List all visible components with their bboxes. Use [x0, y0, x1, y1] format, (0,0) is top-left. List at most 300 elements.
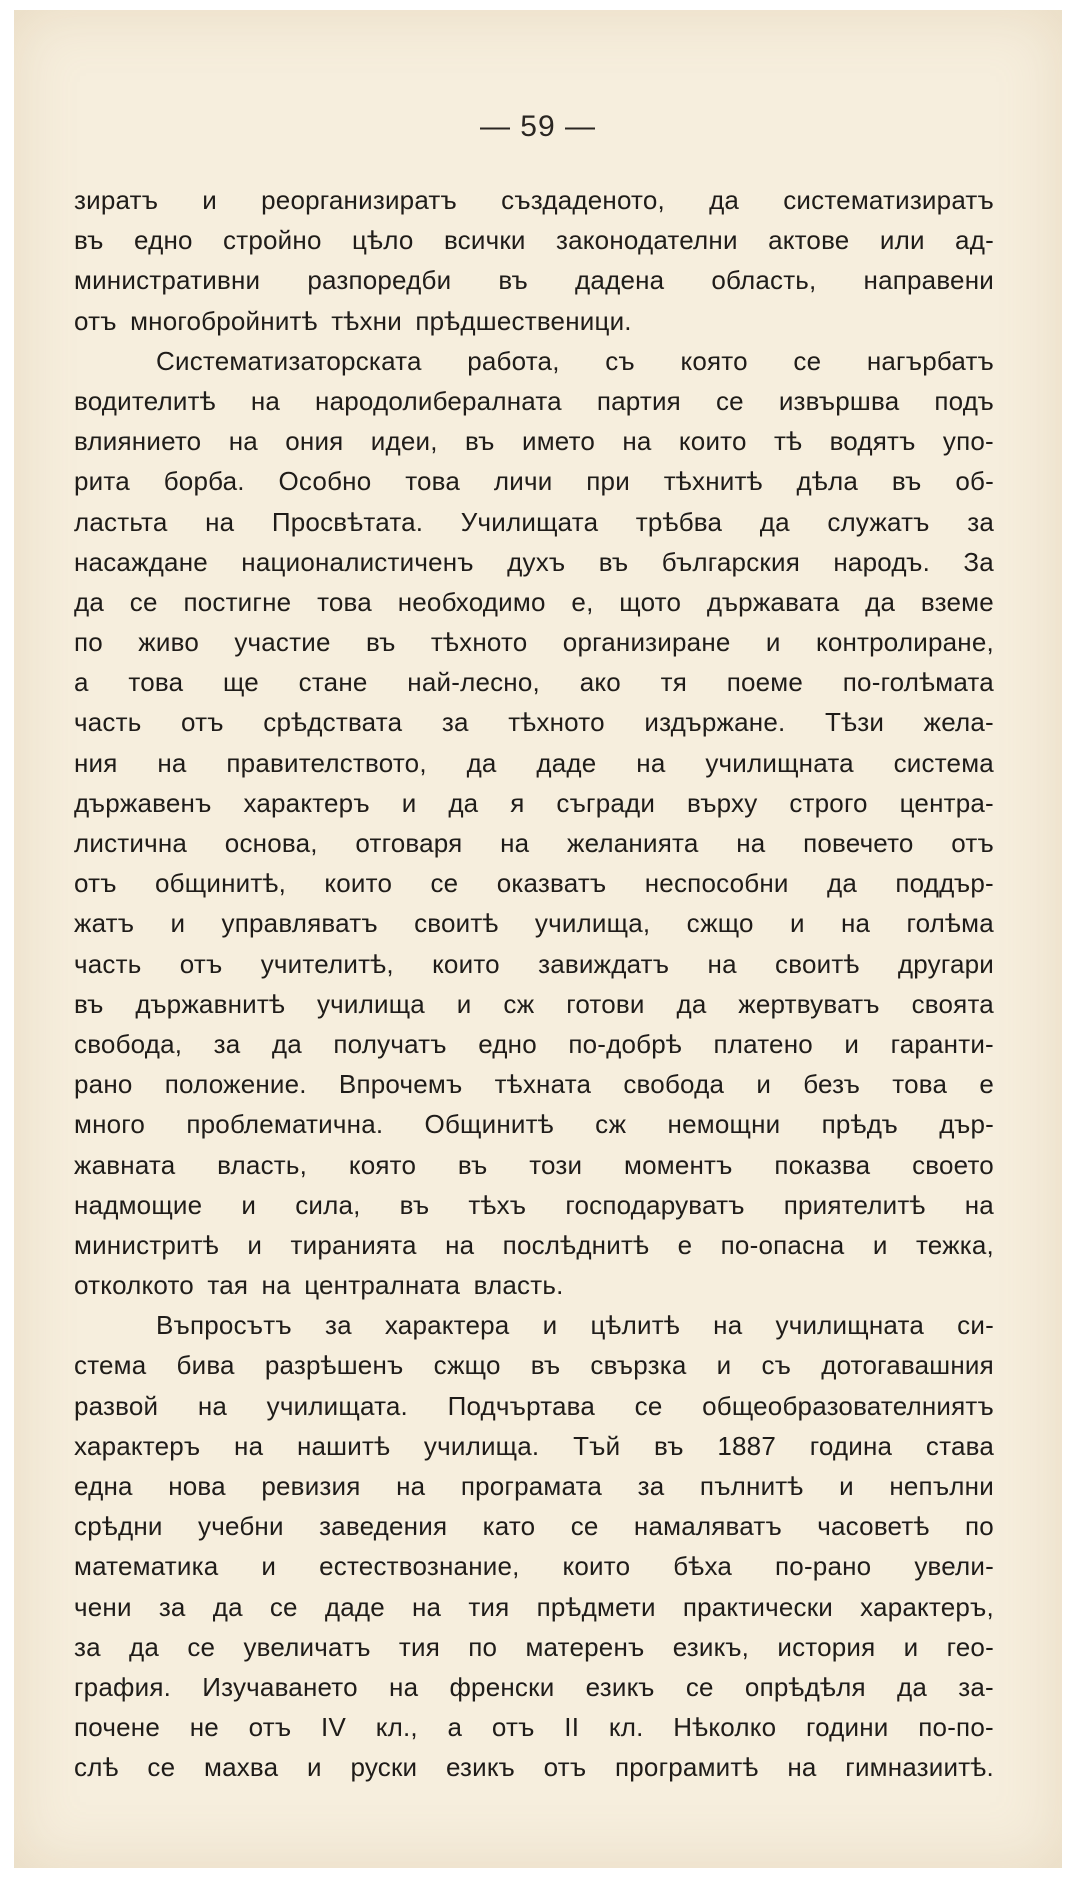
word: прѣдъ [821, 1109, 898, 1140]
word: въ [74, 225, 104, 256]
word: гео- [946, 1631, 994, 1662]
word: естествознание, [319, 1551, 520, 1582]
word: прѣдмети [536, 1591, 656, 1622]
text-line [74, 1747, 994, 1787]
word: се [793, 345, 822, 376]
word: е, [571, 586, 594, 617]
word: и [307, 1752, 322, 1783]
word: щото [619, 586, 682, 617]
word: строго [789, 787, 868, 818]
word: на [250, 385, 281, 416]
word: учителитѣ, [260, 948, 394, 979]
word: най-лесно, [407, 667, 540, 698]
text-line [74, 421, 994, 461]
word: систематизиратъ [783, 185, 994, 215]
word: отъ [248, 1712, 292, 1743]
word: жела- [923, 707, 994, 738]
word: езикъ [585, 1671, 655, 1702]
word: името [521, 426, 596, 457]
word: правителството, [226, 747, 427, 778]
word: и [170, 908, 186, 939]
word: за [441, 707, 469, 738]
word: отъ [74, 868, 117, 899]
word: разпоредби [307, 265, 452, 296]
word: които [324, 868, 393, 899]
word: министративни [74, 265, 261, 296]
word: Тъй [573, 1430, 621, 1461]
word: Просвѣтата. [271, 506, 424, 537]
word: училища. [423, 1430, 540, 1461]
word: листична [74, 828, 188, 858]
text-line [74, 1064, 994, 1104]
word: и [247, 1229, 263, 1260]
word: увели- [914, 1551, 994, 1582]
text-line [74, 1345, 994, 1385]
word: Впрочемъ [338, 1069, 463, 1100]
word: характеръ [74, 1430, 201, 1461]
word: по [964, 1511, 994, 1542]
word: Особно [278, 466, 372, 497]
word: IV [321, 1712, 346, 1743]
word: и [202, 185, 218, 215]
word: и [872, 1229, 888, 1260]
word: за- [958, 1671, 994, 1702]
word: матеренъ [525, 1631, 645, 1662]
word: моментъ [624, 1149, 733, 1180]
word: години [805, 1712, 889, 1743]
word: въ [598, 546, 629, 577]
word: и [241, 1189, 257, 1220]
text-line [74, 1225, 994, 1265]
word: на [736, 828, 766, 858]
word: езикъ [445, 1752, 515, 1783]
text-line [74, 1426, 994, 1466]
word: контролиране, [815, 627, 994, 658]
word: Нѣколко [673, 1712, 777, 1743]
text-line [74, 381, 994, 421]
word: своитѣ [414, 908, 499, 939]
word: държавнитѣ [135, 988, 286, 1019]
text-line [74, 662, 994, 702]
word: извършва [778, 385, 900, 416]
word: на [964, 1189, 994, 1220]
word: ния [74, 747, 118, 778]
word: актове [768, 225, 850, 256]
word: на [500, 828, 530, 858]
word: която [348, 1149, 417, 1180]
word: въ [365, 627, 396, 658]
word: За [963, 546, 994, 577]
word: основа, [224, 828, 318, 858]
book-page [14, 10, 1062, 1868]
word: неспособни [644, 868, 789, 899]
word: математика [74, 1551, 219, 1582]
word: нашитѣ [296, 1430, 391, 1461]
word: отъ [491, 1712, 535, 1743]
word: практически [682, 1591, 834, 1622]
word: е [979, 1069, 994, 1100]
word: се [187, 1631, 216, 1662]
word: въ [74, 988, 104, 1019]
word: и [716, 1350, 732, 1381]
word: ще [222, 667, 259, 698]
body-text [74, 180, 994, 1788]
word: тѣхното [508, 707, 605, 738]
word: насаждане [74, 546, 208, 577]
word: по-по- [918, 1712, 994, 1743]
word: водятъ [829, 426, 916, 457]
word: си- [957, 1310, 994, 1341]
word: по-добрѣ [568, 1028, 683, 1059]
word: подъ [934, 385, 994, 416]
word: на [636, 747, 666, 778]
word: личи [493, 466, 553, 497]
word: държавенъ [74, 787, 212, 818]
word: даде [324, 1591, 385, 1622]
word: става [925, 1430, 994, 1461]
word: сжщо [433, 1350, 501, 1381]
word: да [74, 586, 105, 617]
word: програмата [460, 1471, 603, 1501]
word: свобода, [74, 1028, 183, 1059]
word: а [74, 667, 89, 698]
word: и [903, 1631, 919, 1662]
word: тия [398, 1631, 441, 1662]
word: борба. [163, 466, 245, 497]
text-line [74, 1185, 994, 1225]
word: на [396, 1471, 426, 1501]
word: програмитѣ [614, 1752, 759, 1783]
text-line [74, 1386, 994, 1426]
word: направени [863, 265, 994, 296]
word: платено [713, 1028, 813, 1059]
word: свобода [623, 1069, 725, 1100]
word: желанията [567, 828, 699, 858]
text-line [74, 702, 994, 742]
word: Училищата [460, 506, 599, 537]
word: пълнитѣ [699, 1471, 804, 1501]
word: ония [285, 426, 344, 457]
word: а [447, 1712, 463, 1743]
word: система [893, 747, 994, 778]
word: на [412, 1591, 442, 1622]
word: ако [579, 667, 621, 698]
word: се [129, 586, 158, 617]
word: това [405, 466, 461, 497]
word: училищата. [266, 1390, 408, 1421]
word: и [839, 1471, 854, 1501]
word: стройно [223, 225, 322, 256]
word: поеме [726, 667, 804, 698]
word: реорганизиратъ [261, 185, 457, 215]
word: въ [891, 466, 922, 497]
word: идеи, [370, 426, 438, 457]
word: този [529, 1149, 583, 1180]
word: е [677, 1229, 693, 1260]
word: дотогавашния [821, 1350, 994, 1381]
word: характеръ, [860, 1591, 994, 1622]
word: живо [138, 627, 199, 658]
word: тежка, [915, 1229, 994, 1260]
word: се [634, 1390, 663, 1421]
word: повечето [803, 828, 914, 858]
text-line [74, 863, 994, 903]
word: почене [74, 1712, 160, 1743]
word: тя [660, 667, 687, 698]
word: руски [350, 1752, 418, 1783]
word: характеръ [243, 787, 370, 818]
word: езикъ, [672, 1631, 750, 1662]
word: отговаря [355, 828, 463, 858]
word: и [756, 1069, 772, 1100]
text-line: отъ многобройнитѣ тѣхни прѣдшественици. [74, 305, 632, 336]
text-line [74, 1707, 994, 1747]
word: сжщо [686, 908, 754, 939]
word: тѣхъ [468, 1189, 527, 1220]
word: оказватъ [496, 868, 607, 899]
word: като [482, 1511, 536, 1542]
word: показва [774, 1149, 871, 1180]
page-number: — 59 — [479, 110, 597, 143]
word: об- [955, 466, 994, 497]
word: на [445, 1229, 475, 1260]
word: дър- [939, 1109, 994, 1140]
word: създаденото, [501, 185, 665, 215]
word: се [685, 1671, 714, 1702]
word: отъ [543, 1752, 587, 1783]
word: непълни [889, 1471, 994, 1501]
text-line [74, 984, 994, 1024]
text-line [74, 1667, 994, 1707]
word: управляватъ [221, 908, 378, 939]
word: необходимо [397, 586, 546, 617]
word: една [74, 1471, 133, 1501]
word: сж [503, 988, 535, 1019]
word: отъ [181, 707, 224, 738]
word: Общинитѣ [424, 1109, 554, 1140]
word: да [676, 988, 707, 1019]
word: това [317, 586, 372, 617]
text-line [74, 1466, 994, 1506]
word: проблематична. [186, 1109, 384, 1140]
word: поддър- [895, 868, 994, 899]
word: държавата [706, 586, 840, 617]
word: служатъ [827, 506, 930, 537]
word: влиянието [74, 426, 202, 457]
text-line [74, 1305, 994, 1345]
word: упо- [942, 426, 994, 457]
word: история [777, 1631, 876, 1662]
word: жертвуватъ [738, 988, 880, 1019]
text-line [74, 1627, 994, 1667]
word: училищната [705, 747, 854, 778]
word: я [510, 787, 525, 818]
word: съгради [556, 787, 656, 818]
word: за [158, 1591, 186, 1622]
text-line [74, 220, 994, 260]
word: едно [478, 1028, 537, 1059]
word: рано [74, 1069, 133, 1100]
word: своитѣ [775, 948, 860, 979]
word: не [189, 1712, 219, 1743]
word: съ [605, 345, 635, 376]
word: много [74, 1109, 146, 1140]
word: на [622, 426, 652, 457]
word: заведения [319, 1511, 448, 1542]
word: на [840, 908, 871, 939]
word: националистиченъ [241, 546, 474, 577]
text-line: отколкото тая на централната власть. [74, 1270, 564, 1301]
word: се [269, 1591, 298, 1622]
word: ад- [955, 225, 994, 256]
word: своята [911, 988, 994, 1019]
word: срѣдни [74, 1511, 163, 1542]
word: за [967, 506, 994, 537]
word: въ [498, 265, 528, 296]
word: тѣхната [494, 1069, 592, 1100]
word: жавната [74, 1149, 176, 1180]
word: сж [595, 1109, 627, 1140]
word: да [759, 506, 790, 537]
text-line [74, 180, 994, 220]
word: ластьта [74, 506, 168, 537]
word: се [147, 1752, 176, 1783]
word: и [844, 1028, 860, 1059]
word: се [715, 385, 744, 416]
word: които [678, 426, 747, 457]
word: увеличатъ [243, 1631, 371, 1662]
word: за [213, 1028, 241, 1059]
word: по-голѣмата [842, 667, 994, 698]
word: въ [465, 426, 495, 457]
word: бѣха [673, 1551, 733, 1582]
word: всички [443, 225, 526, 256]
word: и [765, 627, 781, 658]
word: гимназиитѣ. [845, 1752, 994, 1783]
word: да [897, 1671, 928, 1702]
word: се [570, 1511, 599, 1542]
word: да [709, 185, 740, 215]
word: графия. [74, 1671, 172, 1702]
word: опрѣдѣля [744, 1671, 866, 1702]
word: общеобразователниятъ [702, 1390, 994, 1421]
word: бива [176, 1350, 235, 1381]
word: цѣло [352, 225, 414, 256]
word: училищната [775, 1310, 924, 1341]
word: законодателни [556, 225, 738, 256]
word: другари [897, 948, 994, 979]
word: господаруватъ [565, 1189, 745, 1220]
word: характера [384, 1310, 510, 1341]
word: срѣдствата [263, 707, 403, 738]
text-line [74, 1145, 994, 1185]
text-line [74, 823, 994, 863]
word: зиратъ [74, 185, 159, 215]
word: работа, [467, 345, 560, 376]
text-line [74, 341, 994, 381]
word: която [680, 345, 748, 376]
word: на [157, 747, 187, 778]
text-line [74, 502, 994, 542]
word: отъ [951, 828, 994, 858]
word: да [271, 1028, 302, 1059]
word: българския [661, 546, 800, 577]
word: въ [399, 1189, 430, 1220]
word: завиждатъ [538, 948, 670, 979]
text-line [74, 783, 994, 823]
word: дадена [575, 265, 665, 296]
word: трѣбва [635, 506, 723, 537]
word: вземе [920, 586, 994, 617]
word: рита [74, 466, 130, 497]
word: положение. [164, 1069, 307, 1100]
word: които [432, 948, 500, 979]
word: съ [761, 1350, 792, 1381]
word: въ [654, 1430, 684, 1461]
word: дѣла [796, 466, 859, 497]
word: разрѣшенъ [264, 1350, 404, 1381]
word: центра- [899, 787, 994, 818]
word: на [787, 1752, 817, 1783]
word: надмощие [74, 1189, 203, 1220]
word: или [879, 225, 925, 256]
text-line [74, 582, 994, 622]
word: да [212, 1591, 243, 1622]
word: гаранти- [890, 1028, 994, 1059]
word: часть [74, 707, 142, 738]
word: по-рано [775, 1551, 872, 1582]
word: на [197, 1390, 228, 1421]
word: нагърбатъ [866, 345, 994, 376]
word: водителитѣ [74, 385, 216, 416]
word: и [261, 1551, 277, 1582]
word: на [205, 506, 235, 537]
word: тиранията [290, 1229, 417, 1260]
word: духъ [507, 546, 566, 577]
word: II [564, 1712, 580, 1743]
word: приятелитѣ [783, 1189, 926, 1220]
word: кл., [375, 1712, 418, 1743]
word: по [468, 1631, 498, 1662]
word: Систематизаторската [156, 345, 422, 376]
text-line [74, 260, 994, 300]
word: на [389, 1671, 419, 1702]
word: по [74, 627, 103, 658]
word: въ [457, 1149, 488, 1180]
word: година [809, 1430, 893, 1461]
word: немощни [667, 1109, 781, 1140]
word: получатъ [333, 1028, 447, 1059]
word: тѣхнитѣ [663, 466, 763, 497]
word: да [827, 868, 858, 899]
word: на [234, 1430, 264, 1461]
word: отъ [179, 948, 223, 979]
word: на [707, 948, 737, 979]
text-line [74, 1104, 994, 1144]
word: тия [468, 1591, 510, 1622]
text-line [74, 1506, 994, 1546]
word: сила, [295, 1189, 361, 1220]
word: махва [204, 1752, 279, 1783]
word: на [713, 1310, 743, 1341]
word: тѣхното [430, 627, 528, 658]
word: Въпросътъ [156, 1310, 292, 1341]
word: Подчъртава [447, 1390, 596, 1421]
word: френски [449, 1671, 555, 1702]
word: които [562, 1551, 631, 1582]
word: 1887 [717, 1430, 776, 1461]
word: Тѣзи [825, 707, 885, 738]
